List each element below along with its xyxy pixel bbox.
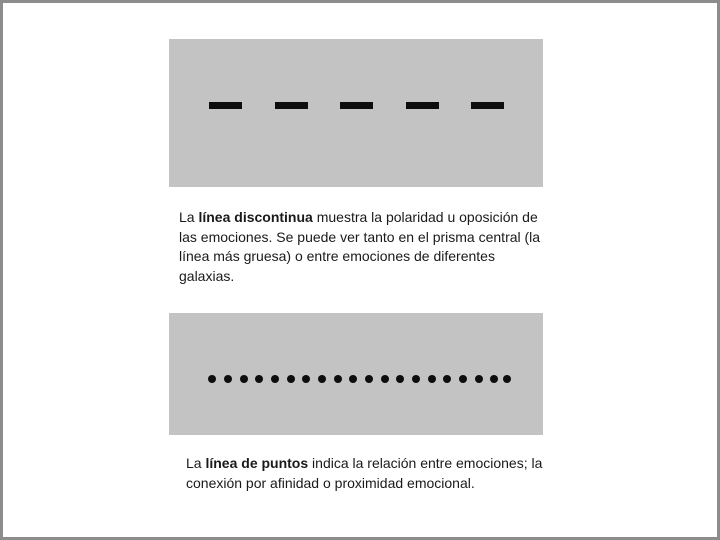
dot xyxy=(503,375,511,383)
caption-prefix: La xyxy=(179,209,199,225)
dash-segment xyxy=(275,102,308,109)
dot xyxy=(302,375,310,383)
dot xyxy=(381,375,389,383)
dot xyxy=(428,375,436,383)
caption-prefix: La xyxy=(186,455,206,471)
caption-text: muestra la polaridad u oposición de las emociones. Se puede ver tanto en el prisma central (la línea más gruesa) o entre emociones de diferentes galaxias. xyxy=(179,209,541,284)
dot xyxy=(287,375,295,383)
dot xyxy=(224,375,232,383)
dash-segment xyxy=(406,102,439,109)
caption-term: línea de puntos xyxy=(205,455,309,471)
dash-segment xyxy=(471,102,504,109)
dot xyxy=(255,375,263,383)
dot xyxy=(490,375,498,383)
dot xyxy=(271,375,279,383)
dot xyxy=(365,375,373,383)
dot xyxy=(443,375,451,383)
dot xyxy=(349,375,357,383)
dot xyxy=(459,375,467,383)
caption-text: indica la relación entre emociones; la conexión por afinidad o proximidad emocional. xyxy=(186,455,543,491)
dot xyxy=(396,375,404,383)
dot xyxy=(334,375,342,383)
dotted-line-caption xyxy=(186,454,550,493)
dash-segment xyxy=(209,102,242,109)
dashed-line-example-image xyxy=(169,39,543,187)
dashed-line-caption xyxy=(179,208,543,286)
dot xyxy=(240,375,248,383)
dot xyxy=(475,375,483,383)
dotted-line-example-image xyxy=(169,313,543,435)
caption-term: línea discontinua xyxy=(198,209,313,225)
dot xyxy=(318,375,326,383)
dash-segment xyxy=(340,102,373,109)
dot xyxy=(412,375,420,383)
dot xyxy=(208,375,216,383)
